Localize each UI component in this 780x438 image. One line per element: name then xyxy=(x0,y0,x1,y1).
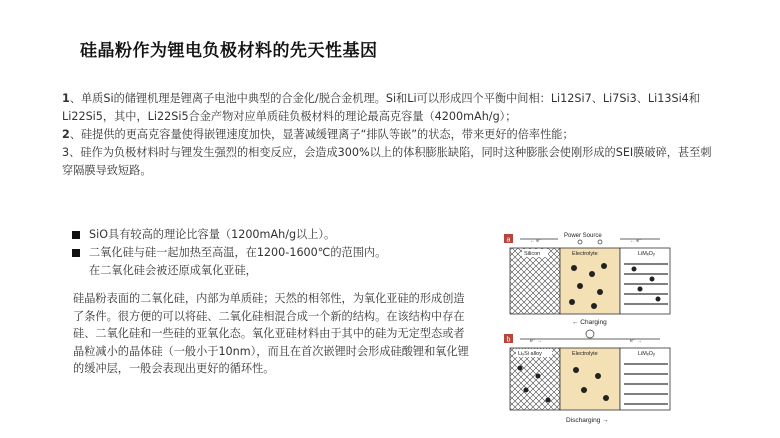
bullet-item-2 xyxy=(72,244,482,262)
electrolyte-label: Electrolyte xyxy=(572,251,598,257)
bullet-item-2-continuation: 在二氧化硅会被还原成氧化亚硅， xyxy=(89,264,257,277)
paragraph-3-number: 3 xyxy=(62,146,70,159)
panel-a-tag: a xyxy=(506,236,511,244)
paragraph-2 xyxy=(62,126,722,144)
cathode-label: LiMₓOᵧ xyxy=(638,251,655,257)
discharging-label: Discharging → xyxy=(566,417,609,424)
electron-label: ← e⁻ xyxy=(630,238,642,244)
alloy-electrode xyxy=(510,348,560,410)
paragraph-2-number: 2 xyxy=(62,128,70,141)
paragraph-1-number: 1 xyxy=(62,92,70,105)
electron-label: ← e⁻ xyxy=(530,238,542,244)
body-paragraph: 硅晶粉表面的二氧化硅，内部为单质硅；天然的相邻性，为氧化亚硅的形成创造了条件。很方便的可以将硅、二氧化硅相混合成一个新的结构。在该结构中存在硅、二氧化硅和一些硅的亚氧化态。氧化亚硅材料由于其中的硅为无定型态或者晶粒减小的晶体硅（一般小于10nm），而且在首次嵌锂时会形成硅酸锂和氧化锂的缓冲层，一般会表现出更好的循环性。 xyxy=(73,292,469,375)
page-title: 硅晶粉作为锂电负极材料的先天性基因 xyxy=(80,41,378,61)
cathode-electrode xyxy=(620,348,670,410)
panel-a xyxy=(504,233,670,326)
bullet-item-1 xyxy=(72,226,482,244)
charging-label: ← Charging xyxy=(572,319,607,326)
intro-paragraphs xyxy=(62,90,722,180)
power-source-label: Power Source xyxy=(564,233,602,239)
bullet-square-icon xyxy=(72,249,80,257)
terminal-icon xyxy=(578,240,582,244)
silicon-electrode xyxy=(510,248,560,314)
bullet-square-icon xyxy=(72,231,80,239)
bulb-icon xyxy=(586,330,594,338)
paragraph-1-text: 、单质Si的储锂机理是锂离子电池中典型的合金化/脱合金机理。Si和Li可以形成四个平衡中间相：Li12Si7、Li7Si3、Li13Si4和Li22Si5，其中，Li22Si5合金产物对应单质硅负极材料的理论最高克容量（4200mAh/g）； xyxy=(62,92,700,123)
electrolyte-region xyxy=(560,248,620,314)
terminal-icon xyxy=(598,240,602,244)
silicon-label: Silicon xyxy=(524,251,541,257)
electrolyte-region xyxy=(560,348,620,410)
alloy-label: LiₓSi alloy xyxy=(518,351,542,357)
paragraph-1 xyxy=(62,90,722,126)
electron-label: e⁻ → xyxy=(530,338,542,344)
bullet-item-1-text: SiO具有较高的理论比容量（1200mAh/g以上）。 xyxy=(89,228,336,241)
charge-discharge-diagram xyxy=(500,230,680,430)
paragraph-3-text: 、硅作为负极材料时与锂发生强烈的相变反应，会造成300%以上的体积膨胀缺陷，同时这种膨胀会使刚形成的SEI膜破碎，甚至刺穿隔膜导致短路。 xyxy=(62,146,712,177)
paragraph-2-text: 、硅提供的更高克容量使得嵌锂速度加快，显著减缓锂离子“排队等嵌”的状态，带来更好的倍率性能； xyxy=(69,128,574,141)
paragraph-3 xyxy=(62,144,722,180)
electron-label: e⁻ → xyxy=(630,338,642,344)
bullet-item-2-text: 二氧化硅与硅一起加热至高温，在1200-1600℃的范围内。 xyxy=(89,246,387,259)
bullet-list xyxy=(72,226,482,280)
panel-b-tag: b xyxy=(506,336,511,344)
electrolyte-label: Electrolyte xyxy=(572,351,598,357)
cathode-label: LiMₓOᵧ xyxy=(638,351,655,357)
panel-b xyxy=(504,330,670,424)
